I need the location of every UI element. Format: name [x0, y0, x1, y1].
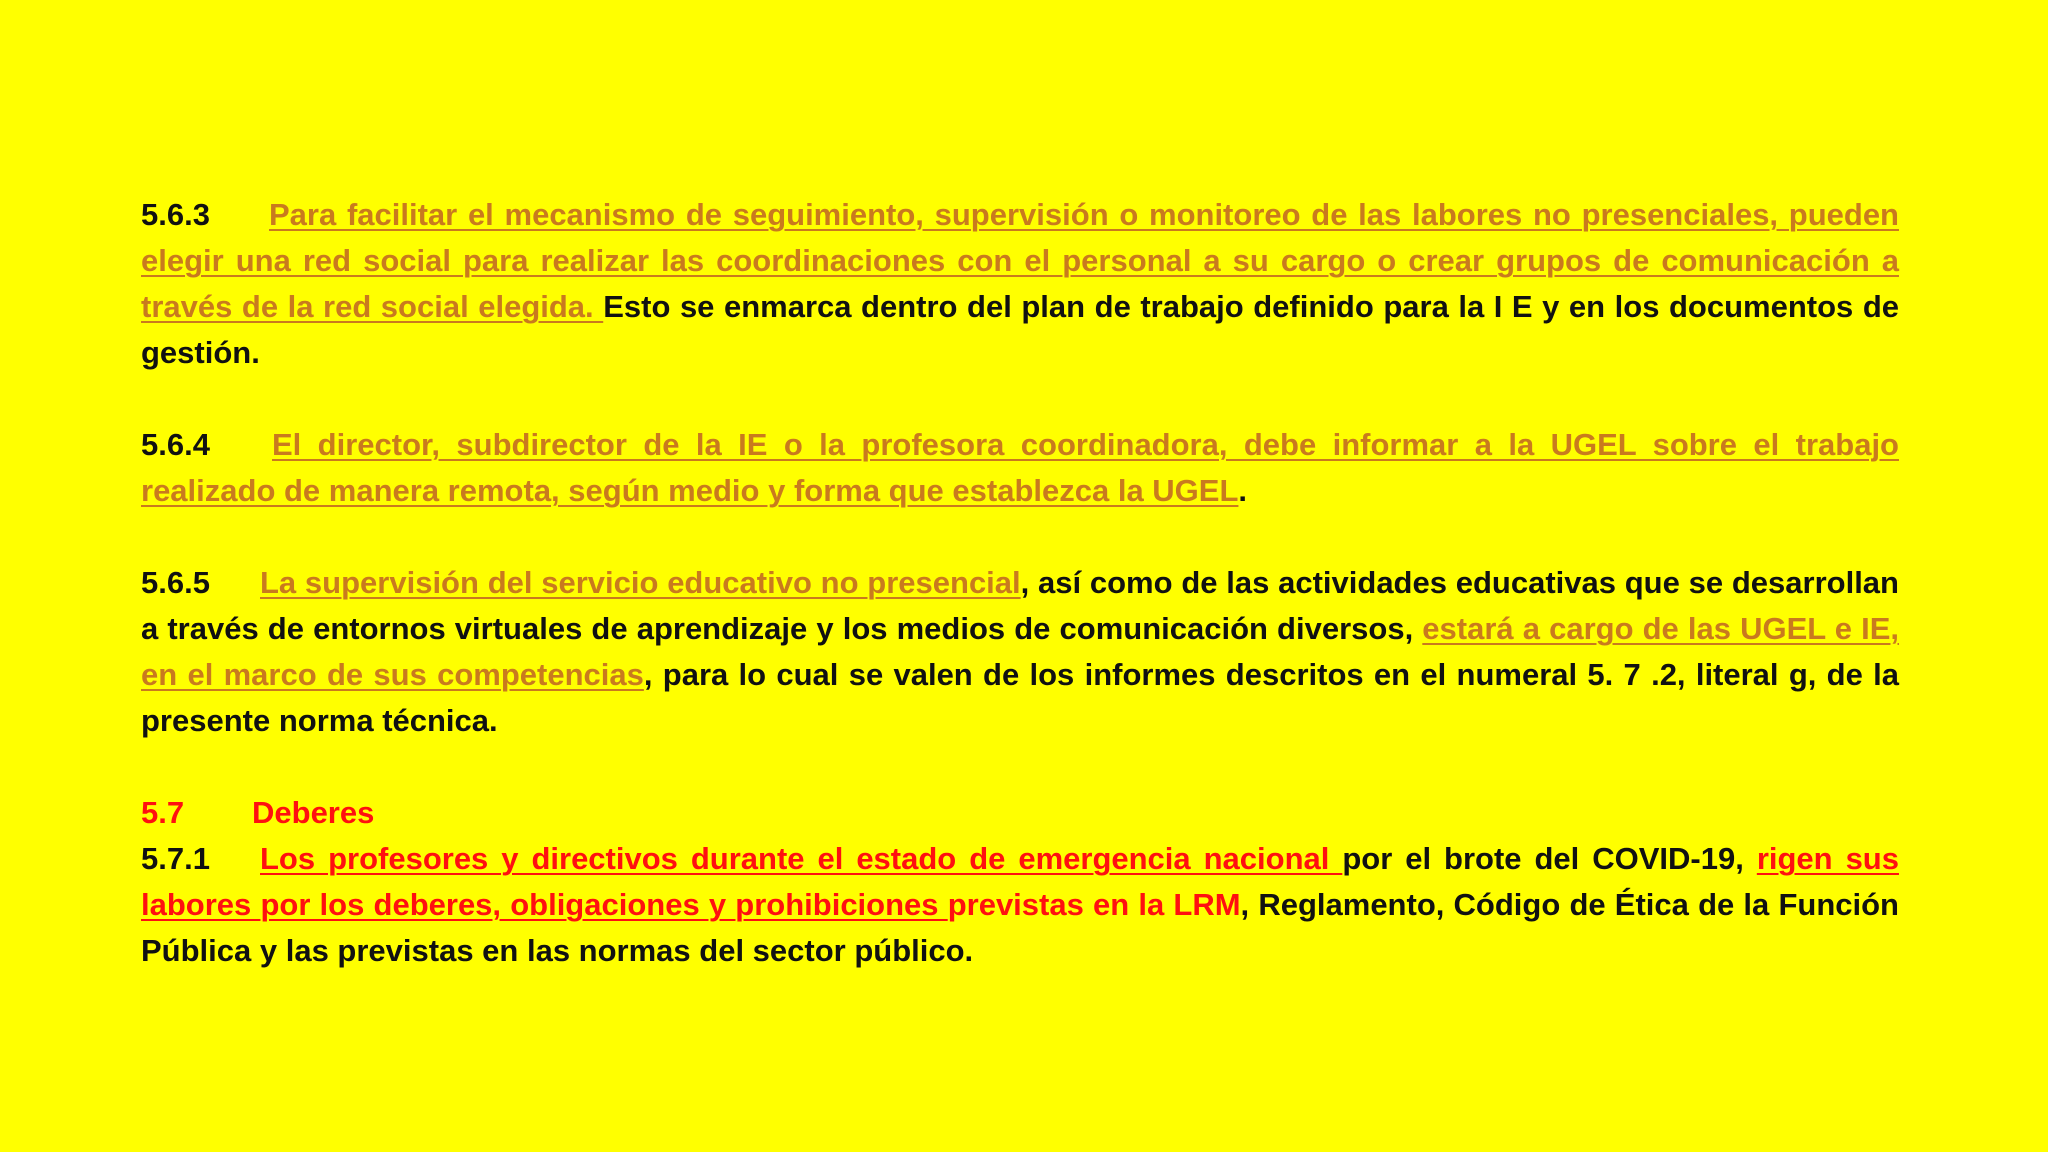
- section-number: 5.7.1: [141, 841, 210, 876]
- highlighted-text: Para facilitar el mecanismo de seguimiento, supervisión o monitoreo de las labores no presenciales, pueden elegir una red social para realizar las coordinaciones con el personal a su cargo o crear grupos de comunicación a través de la red social elegida.: [141, 197, 1899, 324]
- body-text: .: [1238, 473, 1248, 508]
- highlighted-text: rigen sus labores por los deberes, obligaciones y prohibiciones: [141, 841, 1899, 922]
- body-text: por el brote del COVID-19,: [1342, 841, 1757, 876]
- body-text: , así como de las actividades educativas que se desarrollan a través de entornos virtuales de aprendizaje y los medios de comunicación diversos,: [141, 565, 1899, 646]
- highlighted-text: estará a cargo de las UGEL e IE, en el marco de sus competencias: [141, 611, 1900, 692]
- body-text: Esto se enmarca dentro del plan de trabajo definido para la I E y en los documentos de gestión.: [141, 289, 1899, 370]
- body-text: , para lo cual se valen de los informes descritos en el numeral 5. 7 .2, literal g, de la presente norma técnica.: [141, 657, 1899, 738]
- section-title: Deberes: [252, 795, 375, 830]
- highlighted-text: El director, subdirector de la IE o la profesora coordinadora, debe informar a la UGEL sobre el trabajo realizado de manera remota, según medio y forma que establezca la UGEL: [141, 427, 1899, 508]
- red-text: previstas en la LRM: [947, 887, 1241, 922]
- highlighted-text: Los profesores y directivos durante el estado de emergencia nacional: [260, 841, 1343, 876]
- paragraph-5-6-4: [141, 422, 1899, 514]
- section-heading-5-7: [141, 790, 1899, 836]
- section-number: 5.6.4: [141, 427, 210, 462]
- slide-content: [141, 192, 1899, 1020]
- paragraph-5-6-3: [141, 192, 1899, 376]
- section-number: 5.6.5: [141, 565, 210, 600]
- paragraph-5-7-1: [141, 836, 1899, 974]
- section-number: 5.7: [141, 795, 185, 830]
- body-text: , Reglamento, Código de Ética de la Función Pública y las previstas en las normas del sector público.: [141, 887, 1899, 968]
- highlighted-text: La supervisión del servicio educativo no presencial: [260, 565, 1021, 600]
- paragraph-5-6-5: [141, 560, 1899, 744]
- section-number: 5.6.3: [141, 197, 210, 232]
